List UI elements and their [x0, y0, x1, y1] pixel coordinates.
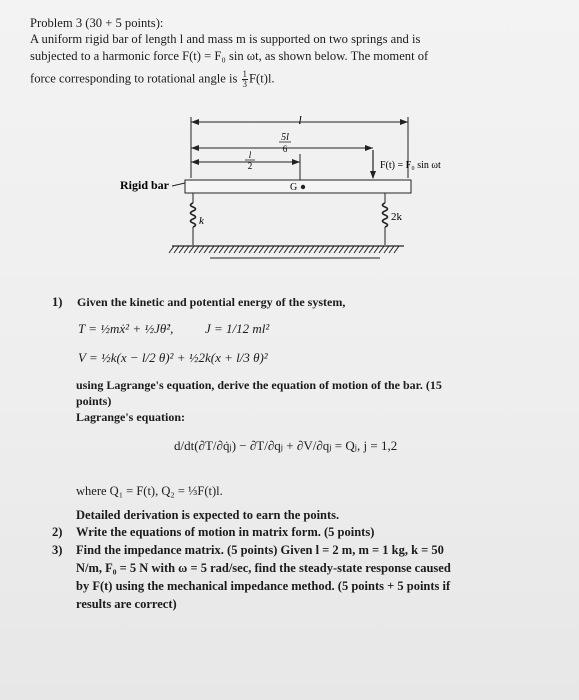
one-third-fraction: $\frac{1}{3}$ [242, 69, 248, 89]
hatch-mark [309, 246, 314, 253]
hatch-mark [189, 246, 194, 253]
rigid-bar [185, 180, 411, 193]
spring-right-label: 2k [391, 211, 402, 223]
hatch-mark [274, 246, 279, 253]
hatch-mark [279, 246, 284, 253]
spring-left-label: k [199, 215, 204, 227]
lagrange-line-2: points) [76, 394, 112, 408]
dim-total-label: l [298, 113, 302, 127]
hatch-mark [174, 246, 179, 253]
center-label: G [290, 182, 298, 193]
hatch-mark [294, 246, 299, 253]
hatch-mark [269, 246, 274, 253]
hatch-mark [254, 246, 259, 253]
center-of-mass-dot [301, 185, 305, 189]
hatch-mark [244, 246, 249, 253]
ground-hatch [169, 246, 404, 258]
part1-text: Given the kinetic and potential energy of the system, [77, 295, 346, 309]
hatch-mark [359, 246, 364, 253]
spring-right [383, 193, 388, 245]
hatch-mark [299, 246, 304, 253]
hatch-mark [374, 246, 379, 253]
generalized-forces: where Q₁ = F(t), Q₂ = ⅓F(t)l. [76, 484, 223, 498]
hatch-mark [239, 246, 244, 253]
hatch-mark [209, 246, 214, 253]
hatch-mark [379, 246, 384, 253]
part2-number: 2) [52, 525, 63, 539]
detailed-derivation-note: Detailed derivation is expected to earn the points. [76, 508, 340, 522]
bar-label: Rigid bar [120, 178, 170, 192]
hatch-mark [194, 246, 199, 253]
hatch-mark [184, 246, 189, 253]
lagrange-line-1: using Lagrange's equation, derive the equation of motion of the bar. (15 [76, 378, 442, 392]
hatch-mark [289, 246, 294, 253]
intro-line-1: A uniform rigid bar of length l and mass m is supported on two springs and is [30, 32, 421, 46]
hatch-mark [169, 246, 174, 253]
part3-line-4: results are correct) [76, 597, 177, 611]
kinetic-energy-eq: T = ½mẋ² + ½Jθ̇², [78, 321, 174, 336]
hatch-mark [319, 246, 324, 253]
intro-line-3-post: F(t)l. [249, 71, 275, 86]
hatch-mark [259, 246, 264, 253]
lagrange-equation: d/dt(∂T/∂q̇ⱼ) − ∂T/∂qⱼ + ∂V/∂qⱼ = Qⱼ, j = 1,2 [174, 438, 398, 453]
hatch-mark [364, 246, 369, 253]
hatch-mark [314, 246, 319, 253]
spring-left [191, 193, 196, 245]
hatch-mark [229, 246, 234, 253]
hatch-mark [204, 246, 209, 253]
hatch-mark [264, 246, 269, 253]
part3-number: 3) [52, 543, 63, 557]
hatch-mark [304, 246, 309, 253]
lagrange-heading: Lagrange's equation: [76, 410, 186, 424]
hatch-mark [349, 246, 354, 253]
dim-half-num-label: l [248, 150, 252, 160]
part3-line-1: Find the impedance matrix. (5 points) Given l = 2 m, m = 1 kg, k = 50 [76, 543, 444, 557]
hatch-mark [214, 246, 219, 253]
hatch-mark [354, 246, 359, 253]
hatch-mark [179, 246, 184, 253]
hatch-mark [219, 246, 224, 253]
dim-5l-label: 5l [281, 132, 289, 143]
problem-title: Problem 3 (30 + 5 points): [30, 16, 164, 30]
hatch-mark [234, 246, 239, 253]
part3-line-3: by F(t) using the mechanical impedance method. (5 points + 5 points if [76, 579, 451, 593]
dim-5l-den-label: 6 [282, 144, 288, 154]
hatch-mark [394, 246, 399, 253]
hatch-mark [389, 246, 394, 253]
intro-line-3-pre: force corresponding to rotational angle is [30, 71, 238, 86]
hatch-mark [344, 246, 349, 253]
hatch-mark [224, 246, 229, 253]
force-label: F(t) = F₀ sin ωt [380, 160, 441, 171]
hatch-mark [249, 246, 254, 253]
dim-half-den-label: 2 [247, 161, 253, 171]
hatch-mark [329, 246, 334, 253]
part1-number: 1) [52, 295, 63, 309]
hatch-mark [384, 246, 389, 253]
hatch-mark [324, 246, 329, 253]
part2-text: Write the equations of motion in matrix form. (5 points) [76, 525, 375, 539]
hatch-mark [334, 246, 339, 253]
hatch-mark [339, 246, 344, 253]
hatch-mark [199, 246, 204, 253]
potential-energy-eq: V = ½k(x − l/2 θ)² + ½2k(x + l/3 θ)² [78, 350, 268, 365]
hatch-mark [284, 246, 289, 253]
hatch-mark [369, 246, 374, 253]
intro-line-2: subjected to a harmonic force F(t) = F₀ sin ωt, as shown below. The moment of [30, 49, 429, 63]
part3-line-2: N/m, F₀ = 5 N with ω = 5 rad/sec, find the steady-state response caused [76, 561, 451, 575]
inertia-eq: J = 1/12 ml² [205, 321, 270, 336]
